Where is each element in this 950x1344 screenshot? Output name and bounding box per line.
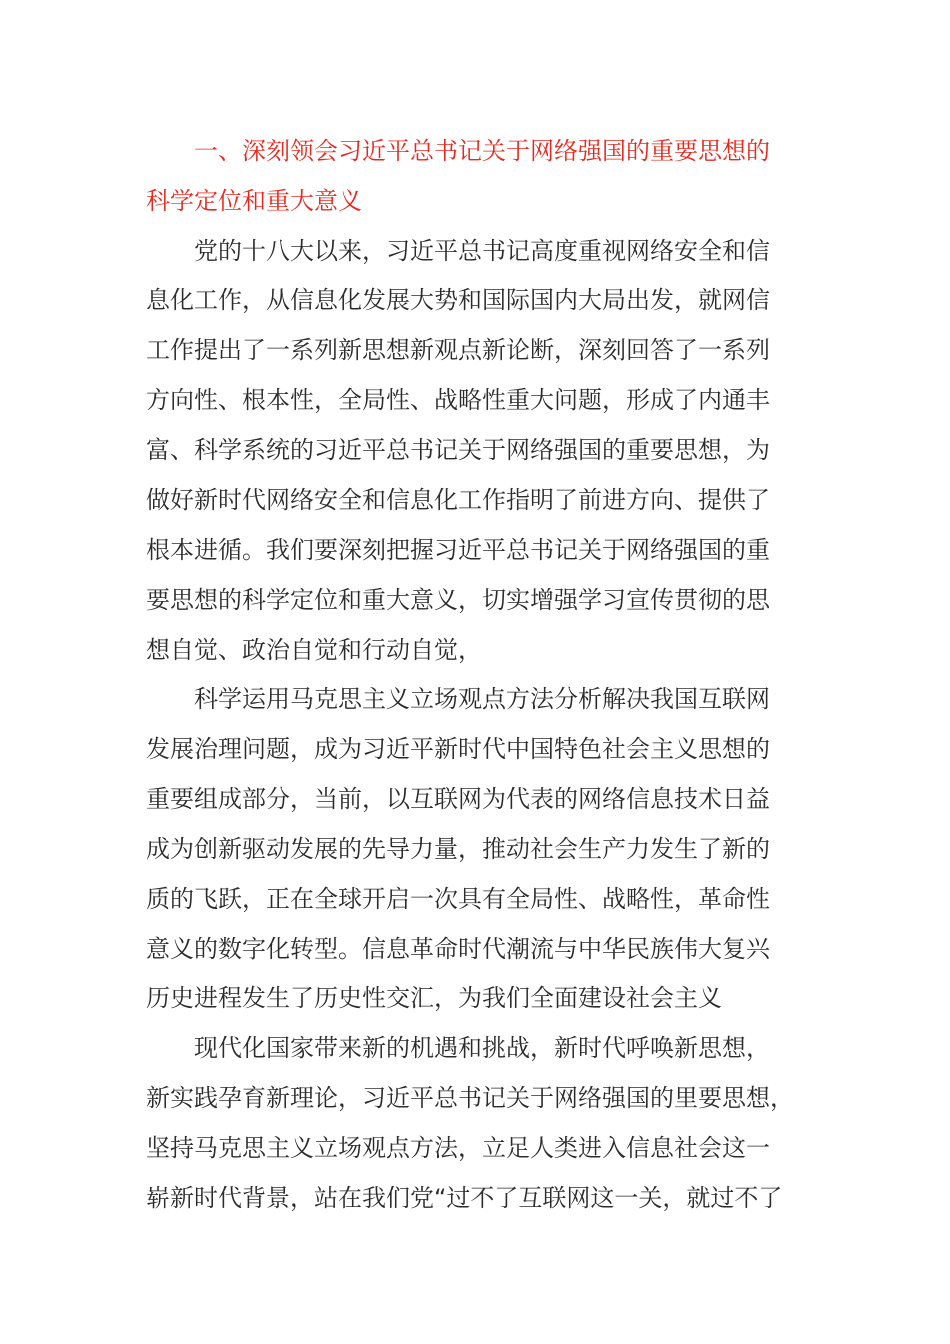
paragraph-2-line-7: 历史进程发生了历史性交汇，为我们全面建设社会主义: [146, 984, 722, 1012]
paragraph-2-line-5: 质的飞跃，正在全球开启一次具有全局性、战略性，革命性: [146, 885, 770, 913]
paragraph-1-line-5: 富、科学系统的习近平总书记关于网络强国的重要思想，为: [146, 436, 770, 464]
paragraph-3-line-1: 现代化国家带来新的机遇和挑战，新时代呼唤新思想，: [194, 1034, 770, 1062]
paragraph-1-line-8: 要思想的科学定位和重大意义，切实增强学习宣传贯彻的思: [146, 586, 770, 614]
paragraph-1-line-2: 息化工作，从信息化发展大势和国际国内大局出发，就网信: [146, 286, 770, 314]
paragraph-3-line-2: 新实践孕育新理论，习近平总书记关于网络强国的里要思想，: [146, 1084, 794, 1112]
paragraph-3-line-4: 崭新时代背景，站在我们党“过不了互联网这一关，就过不了: [146, 1184, 783, 1212]
paragraph-3-line-3: 坚持马克思主义立场观点方法，立足人类进入信息社会这一: [146, 1134, 770, 1162]
paragraph-2-line-4: 成为创新驱动发展的先导力量，推动社会生产力发生了新的: [146, 835, 770, 863]
paragraph-2-line-1: 科学运用马克思主义立场观点方法分析解决我国互联网: [194, 685, 770, 713]
paragraph-1-line-9: 想自觉、政治自觉和行动自觉，: [146, 636, 482, 664]
paragraph-2-line-6: 意义的数字化转型。信息革命时代潮流与中华民族伟大复兴: [146, 935, 770, 963]
paragraph-1-line-7: 根本进循。我们要深刻把握习近平总书记关于网络强国的重: [146, 536, 770, 564]
paragraph-1-line-4: 方向性、根本性，全局性、战略性重大问题，形成了内通丰: [146, 386, 770, 414]
section-heading-line-1: 一、深刻领会习近平总书记关于网络强国的重要思想的: [194, 137, 770, 165]
paragraph-2-line-2: 发展治理问题，成为习近平新时代中国特色社会主义思想的: [146, 735, 770, 763]
section-heading-line-2: 科学定位和重大意义: [146, 187, 362, 215]
paragraph-1-line-6: 做好新时代网络安全和信息化工作指明了前进方向、提供了: [146, 486, 770, 514]
paragraph-1-line-1: 党的十八大以来，习近平总书记高度重视网络安全和信: [194, 237, 770, 265]
paragraph-2-line-3: 重要组成部分，当前，以互联网为代表的网络信息技术日益: [146, 785, 770, 813]
paragraph-1-line-3: 工作提出了一系列新思想新观点新论断，深刻回答了一系列: [146, 336, 770, 364]
